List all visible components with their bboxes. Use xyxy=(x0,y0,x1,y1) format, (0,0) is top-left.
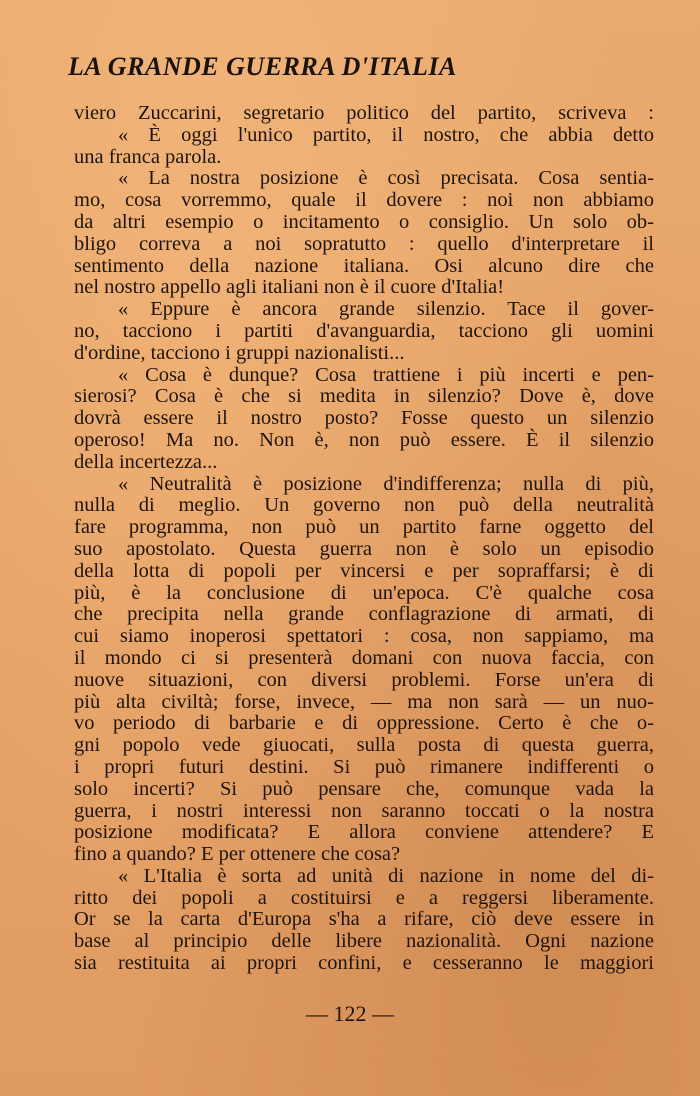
text-line: fare programma, non può un partito farne oggetto del xyxy=(74,516,654,539)
text-line: più, è la conclusione di un'epoca. C'è qualche cosa xyxy=(74,581,654,604)
text-line: il mondo ci si presenterà domani con nuova faccia, con xyxy=(74,646,654,669)
body-text xyxy=(74,103,654,975)
text-line: della incertezza... xyxy=(74,450,218,473)
text-line: « Cosa è dunque? Cosa trattiene i più incerti e pen- xyxy=(118,363,654,386)
text-line: « L'Italia è sorta ad unità di nazione in nome del di- xyxy=(118,864,654,887)
text-line: « È oggi l'unico partito, il nostro, che abbia detto xyxy=(118,123,654,146)
text-line: mo, cosa vorremmo, quale il dovere : noi non abbiamo xyxy=(74,189,654,212)
text-line: che precipita nella grande conflagrazione di armati, di xyxy=(74,603,654,626)
text-line: dovrà essere il nostro posto? Fosse questo un silenzio xyxy=(74,407,654,430)
text-line: gni popolo vede giuocati, sulla posta di questa guerra, xyxy=(74,734,654,757)
text-line: operoso! Ma no. Non è, non può essere. È il silenzio xyxy=(74,428,654,451)
text-line: bligo correva a noi sopratutto : quello d'interpretare il xyxy=(74,232,654,255)
text-line: i propri futuri destini. Si può rimanere indifferenti o xyxy=(74,755,654,778)
text-line: « Eppure è ancora grande silenzio. Tace il gover- xyxy=(118,298,654,321)
text-line: « Neutralità è posizione d'indifferenza; nulla di più, xyxy=(118,472,654,495)
text-line: da altri esempio o incitamento o consiglio. Un solo ob- xyxy=(74,210,654,233)
text-line: nel nostro appello agli italiani non è il cuore d'Italia! xyxy=(74,276,505,299)
page-number: — 122 — xyxy=(306,1001,394,1026)
text-line: nuove situazioni, con diversi problemi. Forse un'era di xyxy=(74,668,654,691)
text-line: « La nostra posizione è così precisata. Cosa sentia- xyxy=(118,167,654,190)
text-line: viero Zuccarini, segretario politico del partito, scriveva : xyxy=(74,102,654,124)
text-line: fino a quando? E per ottenere che cosa? xyxy=(74,843,401,866)
text-line: sia restituita ai propri confini, e cesseranno le maggiori xyxy=(74,952,654,975)
text-line: una franca parola. xyxy=(74,145,222,168)
text-line: della lotta di popoli per vincersi e per sopraffarsi; è di xyxy=(74,559,654,582)
text-line: suo apostolato. Questa guerra non è solo un episodio xyxy=(74,537,654,560)
text-line: sierosi? Cosa è che si medita in silenzio? Dove è, dove xyxy=(74,385,654,408)
text-line: sentimento della nazione italiana. Osi alcuno dire che xyxy=(74,254,654,277)
text-line: guerra, i nostri interessi non saranno toccati o la nostra xyxy=(74,799,654,822)
text-line: vo periodo di barbarie e di oppressione. Certo è che o- xyxy=(74,712,654,735)
text-line: più alta civiltà; forse, invece, — ma non sarà — un nuo- xyxy=(74,690,654,713)
text-line: no, tacciono i partiti d'avanguardia, tacciono gli uomini xyxy=(74,319,654,342)
text-line: ritto dei popoli a costituirsi e a reggersi liberamente. xyxy=(74,886,654,909)
text-line: posizione modificata? E allora conviene attendere? E xyxy=(74,821,654,844)
text-line: nulla di meglio. Un governo non può della neutralità xyxy=(74,494,654,517)
running-head: LA GRANDE GUERRA D'ITALIA xyxy=(68,52,457,81)
text-line: d'ordine, tacciono i gruppi nazionalisti... xyxy=(74,341,405,364)
text-line: solo incerti? Si può pensare che, comunque vada la xyxy=(74,777,654,800)
text-line: cui siamo inoperosi spettatori : cosa, non sappiamo, ma xyxy=(74,625,654,648)
text-line: base al principio delle libere nazionalità. Ogni nazione xyxy=(74,930,654,953)
text-line: Or se la carta d'Europa s'ha a rifare, ciò deve essere in xyxy=(74,908,654,931)
